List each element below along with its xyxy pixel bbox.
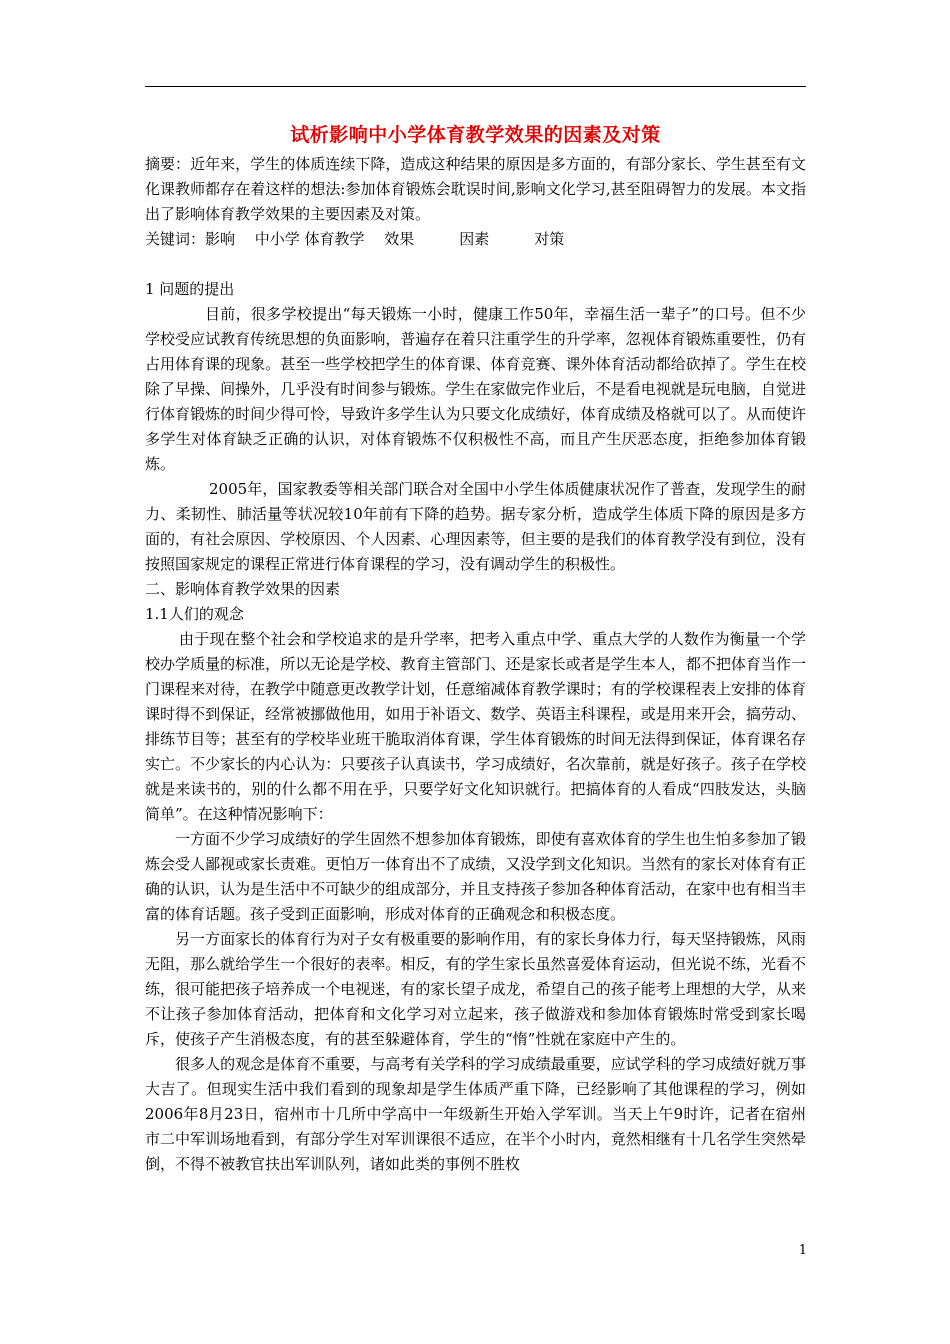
page-number: 1 xyxy=(798,1243,807,1258)
header-rule xyxy=(145,86,806,87)
blank-line xyxy=(145,252,806,277)
keywords: 关键词：影响 中小学 体育教学 效果 因素 对策 xyxy=(145,230,565,248)
subsection-heading-1-1: 1.1人们的观念 xyxy=(145,605,244,623)
document-title: 试析影响中小学体育教学效果的因素及对策 xyxy=(290,124,661,146)
section-heading-1: 1 问题的提出 xyxy=(145,280,235,298)
paragraph-2: 2005年，国家教委等相关部门联合对全国中小学生体质健康状况作了普查，发现学生的耐力、柔韧性、肺活量等状况较10年前有下降的趋势。据专家分析，造成学生体质下降的原因是多方面的，有社会原因、学校原因、个人因素、心理因素等，但主要的是我们的体育教学没有到位，没有按照国家规定的课程正常进行体育课程的学习，没有调动学生的积极性。 xyxy=(145,480,806,573)
section-heading-2: 二、影响体育教学效果的因素 xyxy=(145,580,341,598)
paragraph-5: 另一方面家长的体育行为对子女有极重要的影响作用，有的家长身体力行，每天坚持锻炼，风雨无阻，那么就给学生一个很好的表率。相反，有的学生家长虽然喜爱体育运动，但光说不练，光看不练，很可能把孩子培养成一个电视迷，有的家长望子成龙，希望自己的孩子能考上理想的大学，从来不让孩子参加体育活动，把体育和文化学习对立起来，孩子做游戏和参加体育锻炼时常受到家长喝斥，使孩子产生消极态度，有的甚至躲避体育，学生的“惰”性就在家庭中产生的。 xyxy=(145,930,806,1048)
document-body xyxy=(145,118,806,1177)
paragraph-4: 一方面不少学习成绩好的学生固然不想参加体育锻炼，即使有喜欢体育的学生也生怕多参加了锻炼会受人鄙视或家长责难。更怕万一体育出不了成绩，又没学到文化知识。当然有的家长对体育有正确的认识，认为是生活中不可缺少的组成部分，并且支持孩子参加各种体育活动，在家中也有相当丰富的体育话题。孩子受到正面影响，形成对体育的正确观念和积极态度。 xyxy=(145,830,806,923)
paragraph-1: 目前，很多学校提出“每天锻炼一小时，健康工作50年，幸福生活一辈子”的口号。但不少学校受应试教育传统思想的负面影响，普遍存在着只注重学生的升学率，忽视体育锻炼重要性，仍有占用体育课的现象。甚至一些学校把学生的体育课、体育竞赛、课外体育活动都给砍掉了。学生在校除了早操、间操外，几乎没有时间参与锻炼。学生在家做完作业后，不是看电视就是玩电脑，自觉进行体育锻炼的时间少得可怜，导致许多学生认为只要文化成绩好，体育成绩及格就可以了。从而使许多学生对体育缺乏正确的认识，对体育锻炼不仅积极性不高，而且产生厌恶态度，拒绝参加体育锻炼。 xyxy=(145,305,806,473)
paragraph-6: 很多人的观念是体育不重要，与高考有关学科的学习成绩最重要，应试学科的学习成绩好就万事大吉了。但现实生活中我们看到的现象却是学生体质严重下降，已经影响了其他课程的学习，例如 2006年8月23日，宿州市十几所中学高中一年级新生开始入学军训。当天上午9时许，记者在宿州市二中军训场地看到，有部分学生对军训课很不适应，在半个小时内，竟然相继有十几名学生突然晕倒，不得不被教官扶出军训队列，诸如此类的事例不胜枚 xyxy=(145,1055,806,1173)
paragraph-3: 由于现在整个社会和学校追求的是升学率，把考入重点中学、重点大学的人数作为衡量一个学校办学质量的标准，所以无论是学校、教育主管部门、还是家长或者是学生本人，都不把体育当作一门课程来对待，在教学中随意更改教学计划，任意缩减体育教学课时；有的学校课程表上安排的体育课时得不到保证，经常被挪做他用，如用于补语文、数学、英语主科课程，或是用来开会，搞劳动、排练节目等；甚至有的学校毕业班干脆取消体育课，学生体育锻炼的时间无法得到保证，体育课名存实亡。不少家长的内心认为：只要孩子认真读书，学习成绩好，名次靠前，就是好孩子。孩子在学校就是来读书的，别的什么都不用在乎，只要学好文化知识就行。把搞体育的人看成“四肢发达，头脑简单”。在这种情况影响下： xyxy=(145,630,806,823)
abstract: 摘要：近年来，学生的体质连续下降，造成这种结果的原因是多方面的，有部分家长、学生甚至有文化课教师都存在着这样的想法:参加体育锻炼会耽误时间,影响文化学习,甚至阻碍智力的发展。本文指出了影响体育教学效果的主要因素及对策。 xyxy=(145,155,806,223)
